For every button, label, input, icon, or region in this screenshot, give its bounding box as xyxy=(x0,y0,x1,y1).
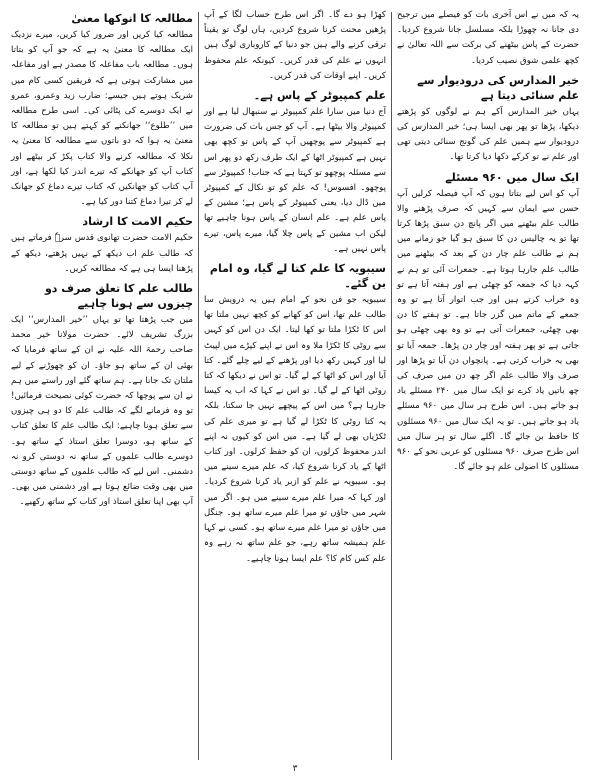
paragraph: یہ کہ میں نے اس آخری بات کو فیصلے میں ترجیح دی جانا نہ چھوڑا بلکہ مسلسل جانا شروع کردیا۔ حضرت کے پاس بیٹھنے کی برکت سے اللہ تعالیٰ نے کچھ علمی شوق نصیب کردیا۔ xyxy=(397,10,579,66)
section-heading: خیر المدارس کی درودیوار سے علم سنائی دیتا ہے xyxy=(417,73,579,102)
paragraph: کھڑا ہو دے گا۔ اگر اس طرح حساب لگا کے آپ پڑھیں محنت کرنا شروع کردیں، ہاں لوگ تو یقیناً ترقی کرنے والے ہیں جو دنیا کے کاروباری لوگ ہیں انہوں نے علم کی قدر کریں۔ کیونکہ علم محفوظ کریں۔ اپنے اوقات کی قدر کریں۔ xyxy=(204,10,386,81)
paragraph: مطالعہ کیا کریں اور ضرور کیا کریں، میرے نزدیک ایک مطالعہ کا معنیٰ یہ ہے کہ جو آپ کو بتاتا ہوں۔ مطالعہ باب مفاعلہ کا مصدر ہے اور مفاعلہ میں مشارکت ہوتی ہے کہ فریقین کسی کام میں شریک ہوتے ہیں جیسے: ضارب زید وعمرو، عمرو نے ایک دوسرے کی پٹائی کی۔ اسی طرح مطالعہ میں ’’طلوع‘‘ جھانکنے کو کہتے ہیں تو مطالعہ کا معنیٰ یہ ہوا کہ دو باتوں سے مطالعہ کا معنیٰ یہ نکلا کہ مطالعہ کرنے والا کتاب پکڑ کر بیٹھے اور کتاب آپ کو جھانکے کہ تیرے اندر کیا لکھا ہے، اور آپ کتاب کو جھانکیں کہ کتاب تیرے دماغ کو جھانک لے کر تیرا دماغ کتنا دور کیا ہے۔ xyxy=(11,30,193,208)
three-column-layout xyxy=(6,8,584,760)
column-middle xyxy=(199,8,391,760)
column-right xyxy=(392,8,584,760)
section-heading: مطالعہ کا انوکھا معنیٰ xyxy=(71,12,193,25)
paragraph: یہاں خیر المدارس آکے ہم نے لوگوں کو پڑھتے دیکھا، پڑھا تو پھر بھی ایسا ہی؛ خیر المدارس کی درودیوار سے ہمیں علم کی گونج سنائی دیتی تھی اور علم نے تو کرکے دکھا دیا کرتا تھا۔ xyxy=(397,106,579,163)
section-heading: علم کمپیوٹر کے پاس ہے۔ xyxy=(253,89,386,103)
paragraph: میں جب پڑھتا تھا تو یہاں ’’خیر المدارس‘‘ ایک بزرگ تشریف لائے۔ حضرت مولانا خیر محمد صاحب رحمۃ اللہ علیہ نے ان کے ساتھ فرمایا کہ بھئی ان کے ساتھ ہو جاؤ۔ ان کو چھوڑنے کے لیے ملتان تک جانا ہے۔ ہم ساتھ گئے اور راستے میں ہم نے ان سے پوچھا کہ حضرت کوئی نصیحت فرمائیں! تو وہ فرمانے لگے کہ طالب علم کا دو ہی چیزوں سے تعلق ہونا چاہیے: ایک طالب علم کا تعلق کتاب کے ساتھ ہو، دوسرا تعلق استاذ کے ساتھ ہو۔ دوسرے طالب علموں کے ساتھ نہ دوستی کرو نہ دشمنی۔ اس لیے کہ طالب علموں کے ساتھ دوستی میں بھی وقت ضائع ہوتا ہے اور دشمنی میں بھی۔ آپ بھی اپنا تعلق استاذ اور کتاب کے ساتھ رکھیے۔ xyxy=(11,315,193,508)
paragraph: آپ کو اس لیے بتاتا ہوں کہ آپ فیصلہ کرلیں آپ حسن سے ایمان سے کہیں کہ صرف پڑھنے والا طالب علم بیٹھنے میں اگر پانچ دن سبق پڑھا کرتا تھا تو یہ چالیس دن کا سبق ہو گیا جو زمانے میں ہم نے طالب علم چار دن کے بعد کہ بیٹھنے میں طالب علم جارہا ہوتا ہے۔ جمعرات آئی تو ہم نے کہہ دیا کہ جمعہ کو چھٹی ہے اور ہفتہ آتا ہے تو وہ خراب کرتے ہیں اور جب اتوار آتا ہے تو وہ جمعے کے ماتم میں گزر جاتا ہے۔ تو ہفتے کا دن بھی چھٹی، جمعرات آتی ہے تو وہ بھی چھٹی ہو جاتی ہے تو پھر ہفتہ اور چار دن پڑھا۔ جمعہ آیا تو بھی یہ خراب کرتی ہے۔ پانچواں دن آیا تو پڑھا اور صرف والا طالب علم اگر چھ دن میں صرف کی چھ باتیں یاد کرے تو ایک سال میں ۲۴۰ مسئلے یاد ہو جاتے ہیں۔ اس طرح ہر سال میں ۹۶۰ مسئلے یاد ہو جاتے ہیں۔ تو یہ ایک سال میں ۹۶۰ مسئلوں کا حافظ بن جائے گا۔ اگلے سال تو ہر سال میں اس طرح صرف ۹۶۰ مسئلوں کو عربی نحو کے ۹۶۰ مسئلوں کا اصولی علم ہو جائے گا۔ xyxy=(397,188,579,473)
column-left xyxy=(6,8,198,760)
paragraph: حکیم الامت حضرت تھانوی قدس سرہٗ فرماتے ہیں کہ طالب علم اب دیکھ کے نہیں پڑھتے، دیکھ کے پڑھنا ایسا ہی ہے کہ مطالعہ کریں۔ xyxy=(11,233,193,274)
section-heading: ایک سال میں ۹۶۰ مسئلے xyxy=(445,170,579,184)
section-heading: طالب علم کا تعلق صرف دو چیزوں سے ہونا چاہیے xyxy=(44,282,193,311)
section-heading: حکیم الامت کا ارشاد xyxy=(82,215,193,229)
paragraph: آج دنیا میں سارا علم کمپیوٹر نے سنبھال لیا ہے اور کمپیوٹر والا بیٹھا ہے۔ آپ کو جس بات کی ضرورت ہے کمپیوٹر سے پوچھیں آپ کے پاس تو کچھ بھی نہیں ہے کمپیوٹر اٹھا کے ایک طرف رکھ دو پھر اس سے مسئلہ پوچھو تو کہتا ہے کہ جناب! کمپیوٹر سے پوچھو۔ افسوس! کہ علم کو تو نکال کے کمپیوٹر میں ڈال دیا، یعنی کمپیوٹر کے پاس ہے؛ مشین کے پاس علم ہے۔ علم انسان کے پاس ہونا چاہیے تھا لیکن اب مشین کے پاس چلا گیا، میرے پاس، تیرے پاس نہیں ہے۔ xyxy=(204,107,386,254)
section-heading: سیبویہ کا علم کتا لے گیا، وہ امام بن گئے۔ xyxy=(209,262,386,291)
page-number: ۳ xyxy=(292,764,298,774)
paragraph: سیبویہ جو فن نحو کے امام ہیں یہ درویش سا طالب علم تھا، اس کو کھانے کو کچھ نہیں ملتا تھا اس کا ٹکڑا ملتا تو کھا لیتا۔ ایک دن اس کو کہیں سے روٹی کا ٹکڑا ملا وہ اس نے اپنے کپڑے میں لپیٹ لیا اور کہیں رکھ دیا اور پڑھنے کے لیے چلے گئے۔ کتا آیا اور اس کو اٹھا کے لے گیا۔ تو اس نے دیکھا کہ کتا روٹی اٹھا کے لے گیا۔ تو اس نے کہا کہ اب یہ کیسا جارہا ہے؟ میں اس کے پیچھے نہیں جا سکتا، بلکہ یہ کتا روٹی کا ٹکڑا لے گیا ہے تو میری علم کی ٹکڑیاں بھی لے گیا ہے۔ میں اس کو کیوں نہ اپنے اندر محفوظ کرلوں، ان کو حفظ کرلوں۔ اور کتاب اٹھا کے یاد کرنا شروع کیا، کہ علم میرے سینے میں ہو۔ سیبویہ نے علم کو ازبر یاد کرنا شروع کردیا۔ اور کہا کہ میرا علم میرے سینے میں ہو۔ اگر میں شہر میں جاؤں تو میرا علم میرے ساتھ ہو۔ جنگل میں جاؤں تو میرا علم میرے ساتھ ہو۔ کسی نے کہا علم ہمیشہ ساتھ رہے، جو علم ساتھ نہ رہے وہ علم کس کام کا؟ علم ایسا ہونا چاہیے۔ xyxy=(204,295,386,564)
